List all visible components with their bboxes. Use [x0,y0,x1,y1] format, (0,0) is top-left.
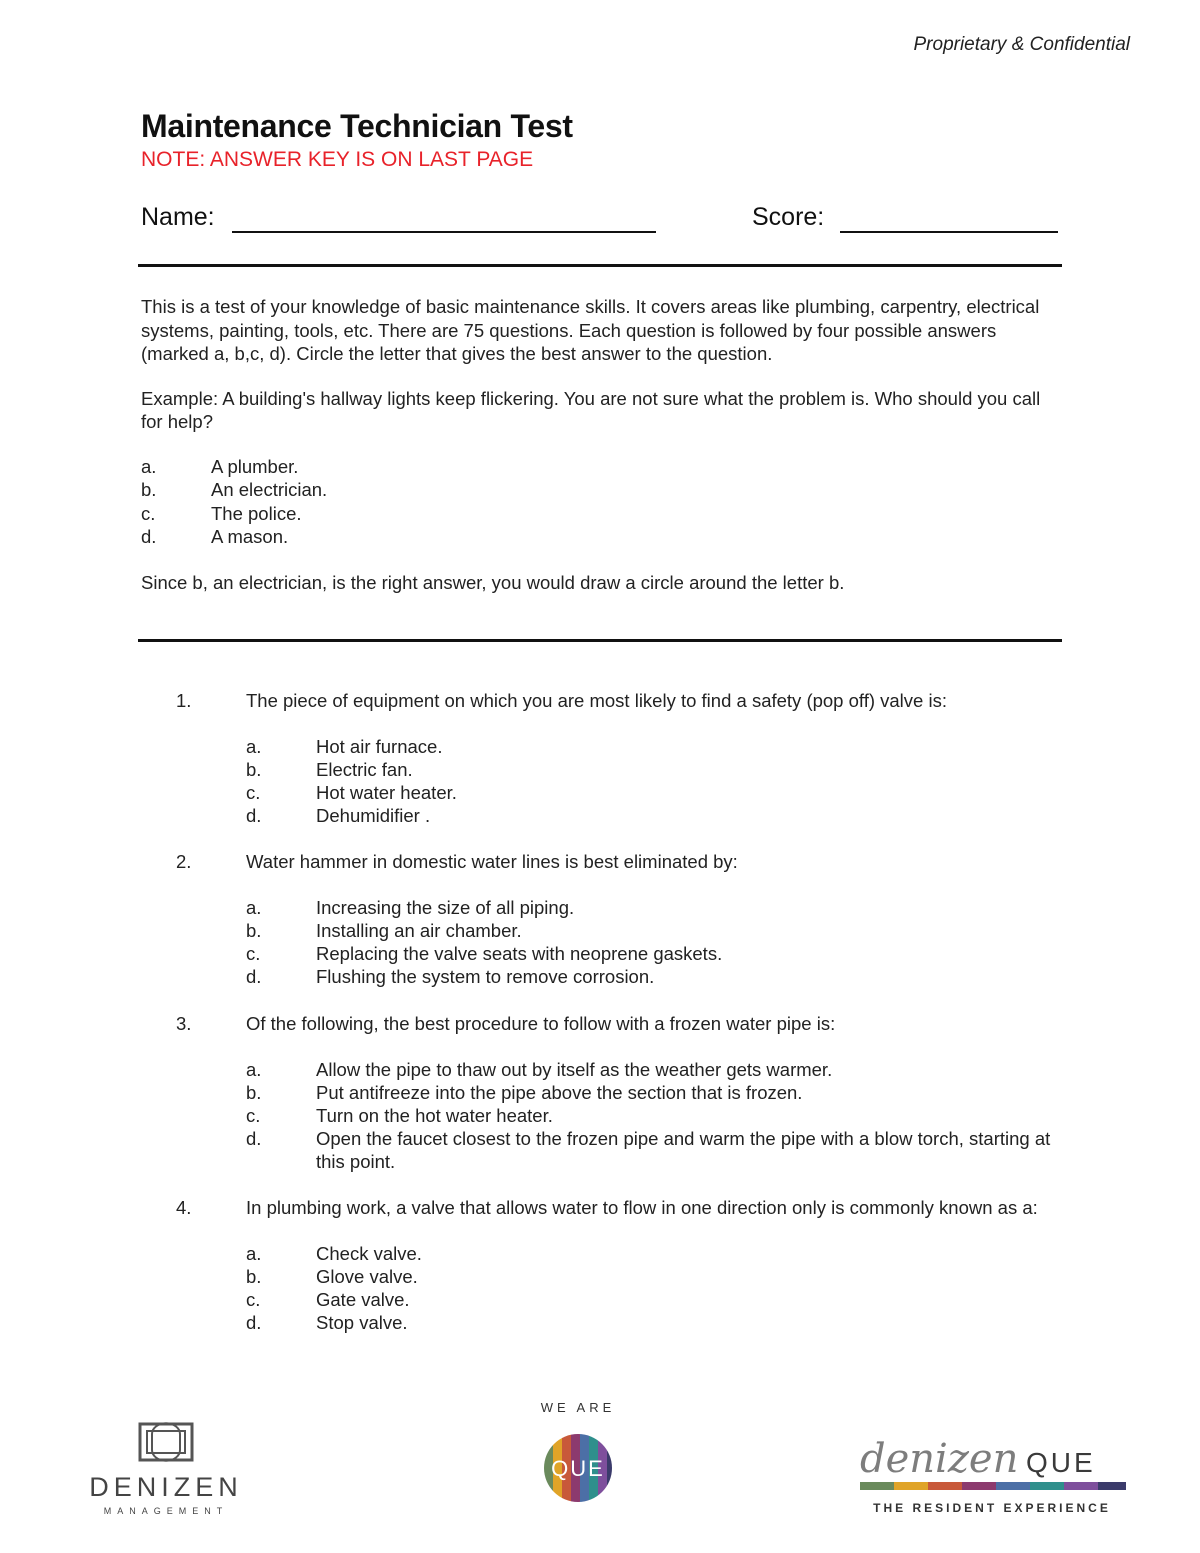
name-label: Name: [141,203,215,231]
answer-option[interactable]: a. Increasing the size of all piping. [246,897,575,918]
question-text: In plumbing work, a valve that allows water to flow in one direction only is commonly known as a: [246,1197,1038,1218]
answer-options [246,735,1056,827]
question-number: 3. [176,1013,192,1034]
svg-text:QUE: QUE [1026,1447,1096,1478]
instructions [141,295,1066,594]
question-text: Water hammer in domestic water lines is best eliminated by: [246,851,738,872]
answer-option[interactable]: c. Hot water heater. [246,782,457,803]
answer-option[interactable]: a. Check valve. [246,1243,422,1264]
question-text: Of the following, the best procedure to follow with a frozen water pipe is: [246,1013,836,1034]
answer-options [246,1058,1056,1173]
answer-option[interactable]: c. Turn on the hot water heater. [246,1105,553,1126]
example-question: Example: A building's hallway lights keep flickering. You are not sure what the problem is. Who should you call for help? [141,387,1041,432]
answer-option[interactable]: a. Allow the pipe to thaw out by itself as the weather gets warmer. [246,1059,833,1080]
confidential-label: Proprietary & Confidential [913,34,1130,55]
example-explanation: Since b, an electrician, is the right answer, you would draw a circle around the letter b. [141,571,845,593]
question-4 [176,1196,1056,1334]
page-title: Maintenance Technician Test [141,108,573,144]
divider-bottom [138,639,1062,642]
svg-text:THE RESIDENT EXPERIENCE: THE RESIDENT EXPERIENCE [873,1501,1111,1515]
list-item: a. A plumber. [141,455,299,477]
answer-option[interactable]: b. Electric fan. [246,759,413,780]
answer-option[interactable]: d. Dehumidifier . [246,805,431,826]
question-number: 4. [176,1197,192,1218]
svg-text:QUE: QUE [551,1456,605,1481]
question-text: The piece of equipment on which you are most likely to find a safety (pop off) valve is: [246,690,947,711]
name-field[interactable] [232,231,656,233]
denizen-que-logo [858,1418,1130,1518]
question-number: 1. [176,690,192,711]
answer-option[interactable]: d. Flushing the system to remove corrosion. [246,966,655,987]
svg-text:MANAGEMENT: MANAGEMENT [103,1506,229,1516]
answer-option[interactable]: c. Gate valve. [246,1289,410,1310]
answer-options [246,1242,1056,1334]
answer-option[interactable]: b. Glove valve. [246,1266,418,1287]
answer-option[interactable]: b. Put antifreeze into the pipe above the section that is frozen. [246,1082,803,1103]
instructions-paragraph: This is a test of your knowledge of basic maintenance skills. It covers areas like plumbing, carpentry, electrical systems, painting, tools, etc. There are 75 questions. Each question is followed by four possible answers (marked a, b,c, d). Circle the letter that gives the best answer to the question. [141,296,1040,364]
answer-option[interactable]: c. Replacing the valve seats with neoprene gaskets. [246,943,723,964]
example-options [141,455,1066,549]
question-1 [176,689,1056,827]
denizen-management-logo [66,1418,266,1518]
answer-option[interactable]: b. Installing an air chamber. [246,920,522,941]
divider-top [138,264,1062,267]
question-3 [176,1012,1056,1173]
list-item: c. The police. [141,502,302,524]
question-2 [176,850,1056,988]
svg-text:WE ARE: WE ARE [540,1400,616,1415]
list-item: d. A mason. [141,526,289,547]
answer-options [246,896,1056,988]
answer-option[interactable]: d. Open the faucet closest to the frozen pipe and warm the pipe with a blow torch, starting at this point. [246,1128,1051,1172]
answer-option[interactable]: a. Hot air furnace. [246,736,443,757]
score-field[interactable] [840,231,1058,233]
we-are-que-logo [528,1396,628,1506]
list-item: b. An electrician. [141,479,328,500]
question-number: 2. [176,851,192,872]
svg-text:DENIZEN: DENIZEN [89,1472,243,1502]
svg-text:denizen: denizen [860,1436,1019,1482]
answer-key-note: NOTE: ANSWER KEY IS ON LAST PAGE [141,148,534,171]
score-label: Score: [752,203,825,231]
answer-option[interactable]: d. Stop valve. [246,1312,408,1333]
